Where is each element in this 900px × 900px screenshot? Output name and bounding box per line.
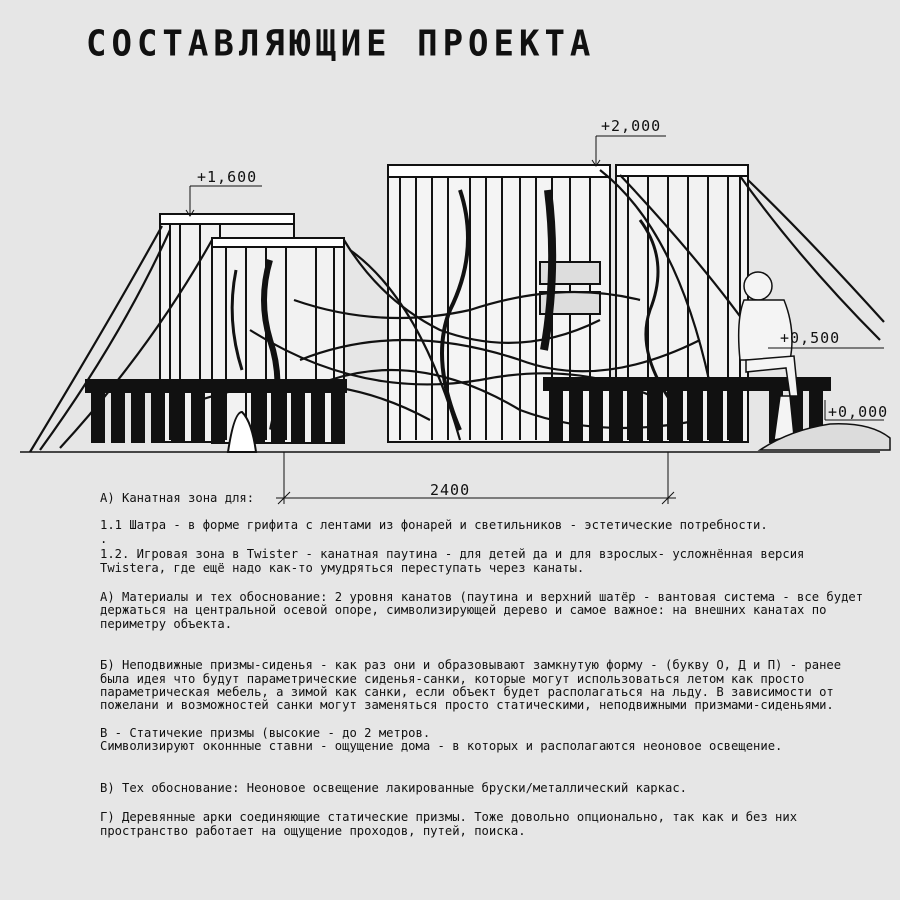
note-arches: Г) Деревянные арки соединяющие статические призмы. Тоже довольно опционально, так как и без них пространство работает на ощущение проходов, путей, поиска. bbox=[100, 810, 805, 838]
project-notes bbox=[100, 492, 870, 838]
note-materials: А) Материалы и тех обоснование: 2 уровня канатов (паутина и верхний шатёр - вантовая система - все будет держаться на центральной осевой опоре, символизирующей дерево и самое важное: на внешних канатах по периметру объекта. bbox=[100, 590, 871, 631]
dimension-label-0000: +0,000 bbox=[828, 403, 889, 421]
page-title: СОСТАВЛЯЮЩИЕ ПРОЕКТА bbox=[86, 23, 596, 65]
dimension-label-0500: +0,500 bbox=[780, 329, 841, 347]
note-rope-zone: А) Канатная зона для: bbox=[100, 491, 255, 505]
dimension-label-2000: +2,000 bbox=[601, 117, 662, 135]
note-lighting: В) Тех обоснование: Неоновое освещение лакированные бруски/металлический каркас. bbox=[100, 780, 687, 795]
dimension-label-1600: +1,600 bbox=[197, 168, 258, 186]
note-twister: 1.2. Игровая зона в Twister - канатная паутина - для детей да и для взрослых- усложнённая версия Twistera, где ещё надо как-то умудряться переступать через канаты. bbox=[100, 547, 812, 575]
note-static-prisms: В - Статичекие призмы (высокие - до 2 метров. Символизируют оконнные ставни - ощущение дома - в которых и располагаются неоновое освещение. bbox=[100, 725, 783, 754]
dimension-label-2400: 2400 bbox=[430, 481, 471, 499]
note-tent: 1.1 Шатра - в форме грифита с лентами из фонарей и светильников - эстетические потребности. . bbox=[100, 518, 768, 546]
note-seat-prisms: Б) Неподвижные призмы-сиденья - как раз они и образовывают замкнутую форму - (букву О, Д и П) - ранее была идея что будут параметрические сиденья-санки, которые могут использоваться летом как просто параметрическая мебель, а зимой как санки, если объект будет располагаться на льду. В зависимости от пожелани и возможностей санки могут заменяться просто статическими, неподвижными призмами-сиденьями. bbox=[100, 658, 849, 713]
